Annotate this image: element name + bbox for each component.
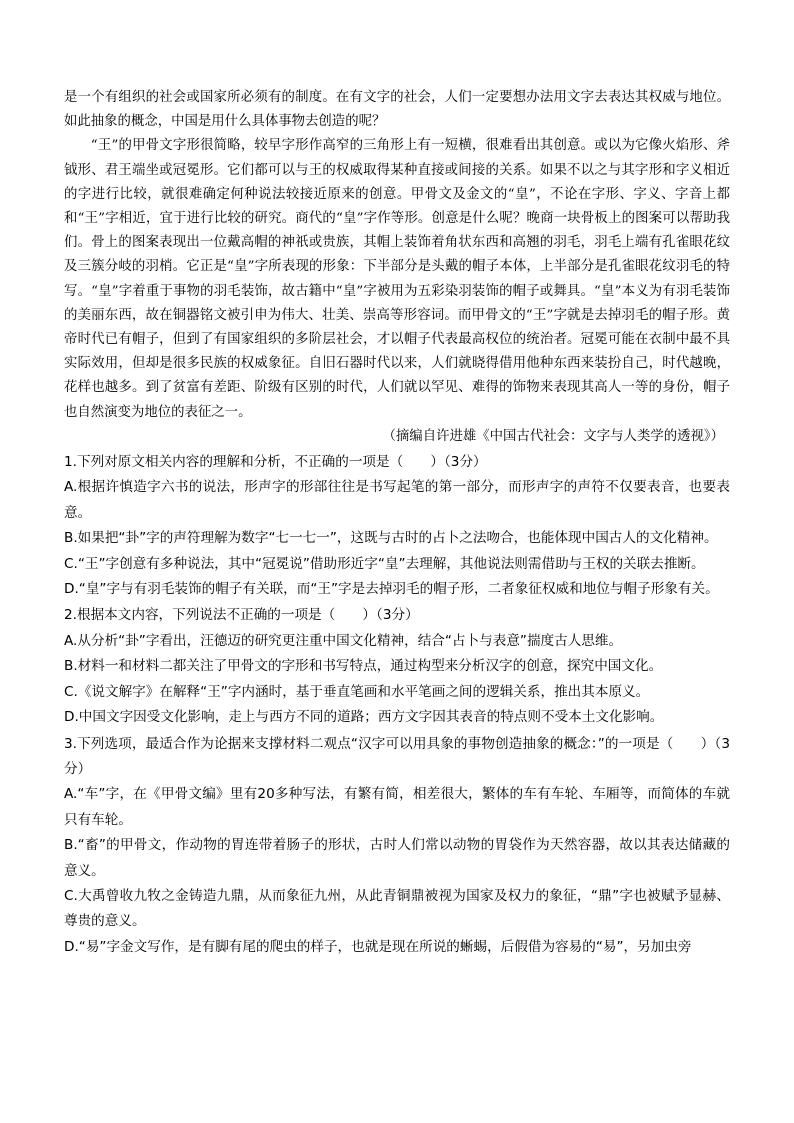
question-stem: 2.根据本文内容，下列说法不正确的一项是（ ）（3分） (64, 607, 419, 624)
option-b: B.如果把“卦”字的声符理解为数字“七一七一”，这既与古时的占卜之法吻合，也能体现中国古人的文化精神。 (64, 530, 718, 547)
option-d: D.“皇”字与有羽毛装饰的帽子有关联，而“王”字是去掉羽毛的帽子形，二者象征权威和地位与帽子形象有关。 (64, 581, 719, 598)
option-d: D.中国文字因受文化影响，走上与西方不同的道路；西方文字因其表音的特点则不受本土文化影响。 (64, 709, 664, 726)
option-c: C.“王”字创意有多种说法，其中“冠冕说”借助形近字“皇”去理解，其他说法则需借助与王权的关联去推断。 (64, 555, 705, 572)
passage-paragraph-1: 是一个有组织的社会或国家所必须有的制度。在有文字的社会，人们一定要想办法用文字去表达其权威与地位。如此抽象的概念，中国是用什么具体事物去创造的呢？ (64, 90, 730, 130)
passage (64, 86, 730, 449)
option-a: A.根据许慎造字六书的说法，形声字的形部往往是书写起笔的第一部分，而形声字的声符不仅要表音，也要表意。 (64, 479, 730, 521)
option-c: C.《说文解字》在解释“王”字内涵时，基于垂直笔画和水平笔画之间的逻辑关系，推出其本原义。 (64, 683, 650, 700)
passage-paragraph-2: “王”的甲骨文字形很简略，较早字形作高窄的三角形上有一短横，很难看出其创意。或以为它像火焰形、斧钺形、君王端坐或冠冕形。它们都可以与王的权威取得某种直接或间接的关系。如果不以之与其字形和字义相近的字进行比较，就很难确定何种说法较接近原来的创意。甲骨文及金文的“皇”，不论在字形、字义、字音上都和“王”字相近，宜于进行比较的研究。商代的“皇”字作等形。创意是什么呢？晚商一块骨板上的图案可以帮助我们。骨上的图案表现出一位戴高帽的神祇或贵族，其帽上装饰着角状东西和高翘的羽毛，羽毛上端有孔雀眼花纹及三簇分岐的羽梢。它正是“皇”字所表现的形象：下半部分是头戴的帽子本体，上半部分是孔雀眼花纹羽毛的特写。“皇”字着重于事物的羽毛装饰，故古籍中“皇”字被用为五彩染羽装饰的帽子或舞具。“皇”本义为有羽毛装饰的美丽东西，故在铜器铭文被引申为伟大、壮美、崇高等形容词。而甲骨文的“王”字就是去掉羽毛的帽子形。黄帝时代已有帽子，但到了有国家组织的多阶层社会，才以帽子代表最高权位的统治者。冠冕可能在衣制中最不具实际效用，但却是很多民族的权威象征。自旧石器时代以来，人们就晓得借用他种东西来装扮自己，时代越晚，花样也越多。到了贫富有差距、阶级有区别的时代，人们就以罕见、难得的饰物来表现其高人一等的身份，帽子也自然演变为地位的表征之一。 (64, 138, 730, 420)
option-a: A.从分析“卦”字看出，汪德迈的研究更注重中国文化精神，结合“占卜与表意”揣度古人思维。 (64, 632, 623, 649)
question-3 (64, 732, 730, 961)
option-a: A.“车”字，在《甲骨文编》里有20多种写法，有繁有简，相差很大，繁体的车有车轮、车厢等，而简体的车就只有车轮。 (64, 786, 730, 828)
passage-source: （摘编自许进雄《中国古代社会：文字与人类学的透视》） (382, 428, 724, 444)
question-stem: 1.下列对原文相关内容的理解和分析，不正确的一项是（ ）（3分） (64, 454, 487, 471)
question-stem: 3.下列选项，最适合作为论据来支撑材料二观点“汉字可以用具象的事物创造抽象的概念：”的一项是（ ）（3分） (64, 735, 730, 777)
question-1 (64, 450, 730, 602)
question-2 (64, 603, 730, 730)
option-b: B.“畜”的甲骨文，作动物的胃连带着肠子的形状，古时人们常以动物的胃袋作为天然容器，故以其表达储藏的意义。 (64, 837, 730, 879)
option-b: B.材料一和材料二都关注了甲骨文的字形和书写特点，通过构型来分析汉字的创意，探究中国文化。 (64, 658, 663, 675)
option-d: D.“易”字金文写作，是有脚有尾的爬虫的样子，也就是现在所说的蜥蜴，后假借为容易的“易”，另加虫旁 (64, 938, 692, 955)
option-c: C.大禹曾收九牧之金铸造九鼎，从而象征九州，从此青铜鼎被视为国家及权力的象征，“鼎”字也被赋予显赫、尊贵的意义。 (64, 887, 730, 930)
